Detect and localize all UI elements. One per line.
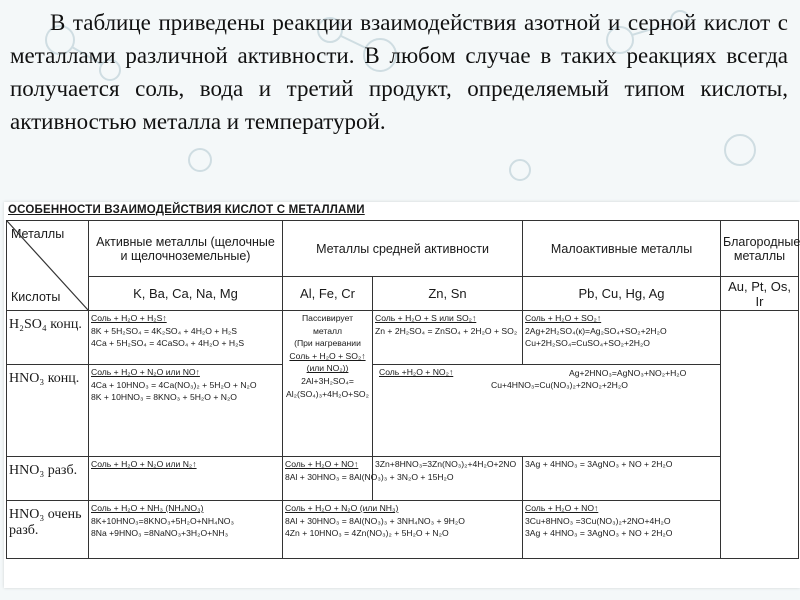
table-title: ОСОБЕННОСТИ ВЗАИМОДЕЙСТВИЯ КИСЛОТ С МЕТАЛЛАМИ	[8, 204, 365, 216]
cell-hno3d-active: Соль + H₂O + N₂O или N₂↑	[89, 457, 283, 501]
cell-hno3c-active: Соль + H₂O + N₂O или NO↑ 4Ca + 10HNO₃ = 4Ca(NO₃)₂ + 5H₂O + N₂O 8K + 10HNO₃ = 8KNO₃ + 5H₂O + N₂O	[89, 365, 283, 457]
cell-hno3vd-low: Соль + H₂O + NO↑ 3Cu+8HNO₃ =3Cu(NO₃)₂+2NO+4H₂O 3Ag + 4HNO₃ = 3AgNO₃ + NO + 2H₂O	[523, 501, 721, 559]
cell-h2so4-low: Соль + H₂O + SO₂↑ 2Ag+2H₂SO₄(к)=Ag₂SO₄+SO₂+2H₂O Cu+2H₂SO₄=CuSO₄+SO₂+2H₂O	[523, 311, 721, 365]
metals-noble: Au, Pt, Os, Ir	[721, 277, 799, 311]
group-low: Малоактивные металлы	[523, 221, 721, 277]
cell-h2so4-active: Соль + H₂O + H₂S↑ 8K + 5H₂SO₄ = 4K₂SO₄ + 4H₂O + H₂S 4Ca + 5H₂SO₄ = 4CaSO₄ + 4H₂O + H₂S	[89, 311, 283, 365]
cell-h2so4-zn: Соль + H₂O + S или SO₂↑ Zn + 2H₂SO₄ = ZnSO₄ + 2H₂O + SO₂	[373, 311, 523, 365]
metals-low: Pb, Cu, Hg, Ag	[523, 277, 721, 311]
cell-hno3c-zn-low: Соль +H₂O + NO₂↑ Ag+2HNO₃=AgNO₃+NO₂+H₂O Cu+4HNO₃=Cu(NO₃)₂+2NO₂+2H₂O	[373, 365, 721, 457]
intro-paragraph: В таблице приведены реакции взаимодействия азотной и серной кислот с металлами различной активности. В любом случае в таких реакциях всегда получается соль, вода и третий продукт, определяемый типом кислоты, активностью металла и температурой.	[10, 10, 788, 134]
cell-hno3vd-mid: Соль + H₂O + N₂O (или NH₃) 8Al + 30HNO₃ = 8Al(NO₃)₃ + 3NH₄NO₃ + 9H₂O 4Zn + 10HNO₃ = 4Zn(NO₃)₂ + 5H₂O + N₂O	[283, 501, 523, 559]
row-h2so4	[7, 311, 799, 365]
reactions-table	[6, 220, 799, 559]
header-row-groups	[7, 221, 799, 277]
cell-noble-empty	[721, 311, 799, 559]
corner-metals-label: Металлы	[11, 227, 65, 241]
cell-hno3d-low: 3Ag + 4HNO₃ = 3AgNO₃ + NO + 2H₂O	[523, 457, 721, 501]
group-noble: Благородные металлы	[721, 221, 799, 277]
cell-hno3d-mid: Соль + H₂O + NO↑ 8Al + 30HNO₃ = 8Al(NO₃)₃ + 3N₂O + 15H₂O	[283, 457, 373, 501]
corner-cell	[7, 221, 89, 311]
cell-hno3vd-active: Соль + H₂O + NH₃ (NH₄NO₃) 8K+10HNO₃=8KNO₃+5H₂O+NH₄NO₃ 8Na +9HNO₃ =8NaNO₃+3H₂O+NH₃	[89, 501, 283, 559]
cell-alfecr-passivation: Пассивирует металл (При нагревании Соль + H₂O + SO₂↑ (или NO₂)) 2Al+3H₂SO₄= Al₂(SO₄)₃+4H₂O+SO₂	[283, 311, 373, 457]
corner-acids-label: Кислоты	[11, 290, 61, 304]
acid-h2so4: H₂SO₄ конц.	[7, 311, 89, 365]
reactions-table-image	[4, 202, 800, 588]
metals-znsn: Zn, Sn	[373, 277, 523, 311]
header-row-metals	[7, 277, 799, 311]
row-hno3-very-dilute	[7, 501, 799, 559]
group-active: Активные металлы (щелочные и щелочноземельные)	[89, 221, 283, 277]
metals-alfecr: Al, Fe, Cr	[283, 277, 373, 311]
acid-hno3-conc: HNO₃ конц.	[7, 365, 89, 457]
cell-hno3d-zn: 3Zn+8HNO₃=3Zn(NO₃)₂+4H₂O+2NO	[373, 457, 523, 501]
metals-active: K, Ba, Ca, Na, Mg	[89, 277, 283, 311]
group-middle: Металлы средней активности	[283, 221, 523, 277]
row-hno3-dilute	[7, 457, 799, 501]
acid-hno3-dilute: HNO₃ разб.	[7, 457, 89, 501]
row-hno3-conc	[7, 365, 799, 457]
acid-hno3-very-dilute: HNO₃ очень разб.	[7, 501, 89, 559]
